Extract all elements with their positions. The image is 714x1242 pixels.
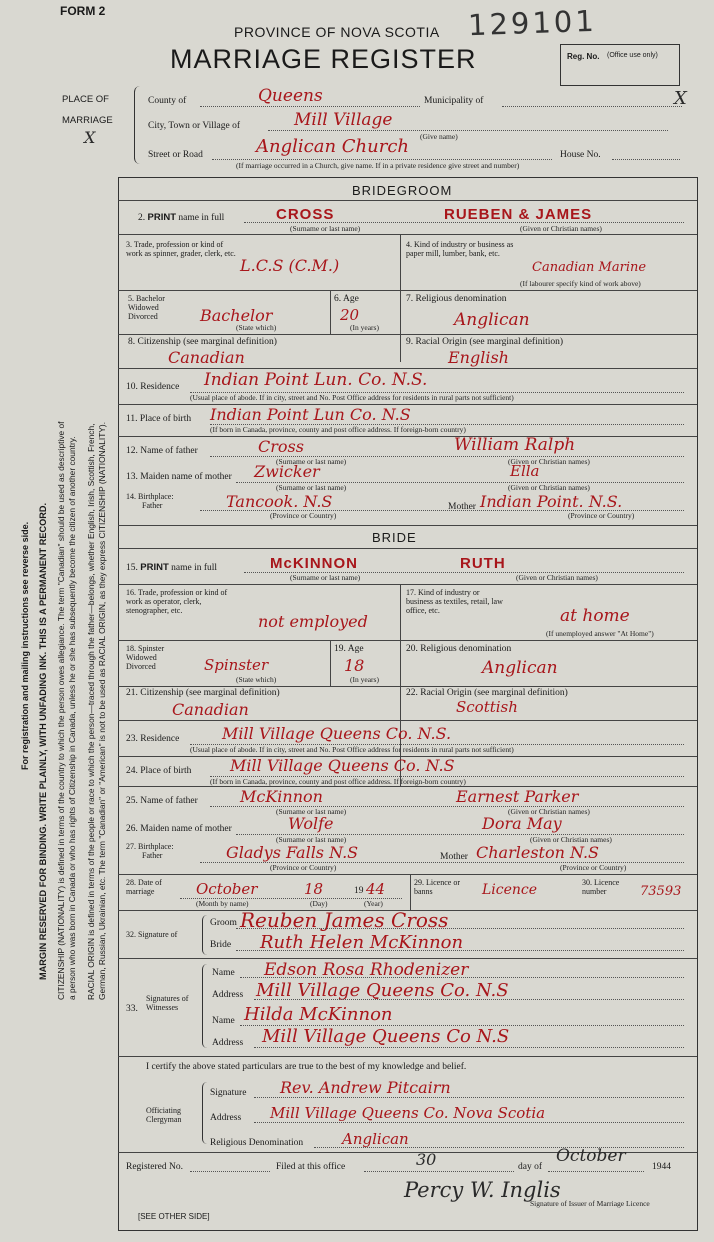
groom-residence-value: Indian Point Lun. Co. N.S. xyxy=(204,370,428,390)
groom-mother-province-caption: (Province or Country) xyxy=(568,511,635,520)
clergy-religion-label: Religious Denomination xyxy=(210,1138,304,1148)
bride-mother-birthplace: Charleston N.S xyxy=(476,843,600,862)
witness1-name-label: Name xyxy=(212,968,235,978)
marriage-day: 18 xyxy=(304,880,324,898)
bride-status-label: 18. Spinster Widowed Divorced xyxy=(126,644,165,671)
place-x-mark: X xyxy=(84,128,96,147)
bride-mother-province-caption: (Province or Country) xyxy=(560,863,627,872)
groom-birthplace-label: 11. Place of birth xyxy=(126,414,192,424)
marriage-day-caption: (Day) xyxy=(310,899,328,908)
groom-racial-label: 9. Racial Origin (see marginal definition) xyxy=(406,337,564,347)
side-text-col3a: CITIZENSHIP (NATIONALITY) is defined in terms of the country to which the person owes allegiance. The term "Canadian" should be used as descriptive of xyxy=(56,421,66,1000)
licence-label: 29. Licence or banns xyxy=(414,878,460,896)
witness2-address-label: Address xyxy=(212,1038,244,1048)
groom-trade-value: L.C.S (C.M.) xyxy=(240,256,340,275)
signature-of-label: 32. Signature of xyxy=(126,930,178,939)
bride-heading: BRIDE xyxy=(372,530,417,545)
bride-residence-caption: (Usual place of abode. If in city, street and No. Post Office address for residents in rural parts not sufficient) xyxy=(190,745,514,754)
county-value: Queens xyxy=(258,86,323,106)
bride-signature: Ruth Helen McKinnon xyxy=(260,932,464,953)
bride-mother-surname-caption: (Surname or last name) xyxy=(276,835,347,844)
bride-birthplace-parents-label: 27. Birthplace: Father xyxy=(126,842,174,860)
day-of-label: day of xyxy=(518,1162,543,1172)
bride-age-value: 18 xyxy=(344,656,365,675)
witnesses-label: Signatures of Witnesses xyxy=(146,994,189,1012)
clergy-address-label: Address xyxy=(210,1113,242,1123)
bride-given: RUTH xyxy=(460,555,506,572)
groom-status-caption: (State which) xyxy=(236,323,277,332)
bride-religion-label: 20. Religious denomination xyxy=(406,644,512,654)
groom-birthplace-value: Indian Point Lun Co. N.S xyxy=(210,405,411,424)
bride-father-province-caption: (Province or Country) xyxy=(270,863,337,872)
bride-surname-caption: (Surname or last name) xyxy=(290,573,361,582)
certify-text: I certify the above stated particulars are true to the best of my knowledge and belief. xyxy=(146,1062,467,1072)
filed-month: October xyxy=(556,1146,626,1166)
place-label-2: MARRIAGE xyxy=(62,115,113,126)
groom-print-label: 2. PRINT name in full xyxy=(138,212,225,223)
bride-father-label: 25. Name of father xyxy=(126,796,198,806)
house-label: House No. xyxy=(560,150,601,160)
marriage-year-prefix: 19 xyxy=(354,886,364,896)
issuer-caption: Signature of Issuer of Marriage Licence xyxy=(530,1199,650,1208)
groom-status-label: 5. Bachelor Widowed Divorced xyxy=(128,294,165,321)
registered-no-label: Registered No. xyxy=(126,1162,183,1172)
bride-given-caption: (Given or Christian names) xyxy=(516,573,598,582)
municipality-label: Municipality of xyxy=(424,96,484,106)
bride-mother-given: Dora May xyxy=(482,814,562,833)
side-text-col2: MARGIN RESERVED FOR BINDING. WRITE PLAINLY, WITH UNFADING INK. THIS IS A PERMANENT RECORD. xyxy=(38,502,48,980)
filed-day: 30 xyxy=(416,1150,437,1169)
groom-citizenship-label: 8. Citizenship (see marginal definition) xyxy=(128,337,277,347)
marriage-month: October xyxy=(196,880,258,898)
side-text-col3b: a person who was born in Canada or who has rights of Citizenship in Canada, unless he or she has subsequently become the citizen of another country. xyxy=(67,436,77,1000)
filed-label: Filed at this office xyxy=(276,1162,346,1172)
licence-number-label: 30. Licence number xyxy=(582,878,620,896)
bride-mother-label: 26. Maiden name of mother xyxy=(126,824,232,834)
groom-birthplace-parents-label: 14. Birthplace: Father xyxy=(126,492,174,510)
signature-brace xyxy=(202,915,208,955)
side-text-col4b: German, Russian, Ukrainian, etc. The term "Canadian" or "American" is not to be used as RACIAL ORIGIN, as they express CITIZENSHIP (NATIONALITY). xyxy=(97,421,107,1000)
bride-signature-label: Bride xyxy=(210,940,232,950)
bride-mother-surname: Wolfe xyxy=(288,814,334,833)
licence-value: Licence xyxy=(482,882,538,898)
bride-mother-birthplace-label: Mother xyxy=(440,852,468,862)
witness-brace xyxy=(202,964,208,1048)
groom-mother-label: 13. Maiden name of mother xyxy=(126,472,232,482)
groom-industry-label: 4. Kind of industry or business as paper mill, lumber, bank, etc. xyxy=(406,240,514,258)
page-title: MARRIAGE REGISTER xyxy=(170,44,477,74)
street-label: Street or Road xyxy=(148,150,203,160)
bride-print-label: 15. PRINT name in full xyxy=(126,562,218,573)
side-text-col1: For registration and mailing instructions see reverse side. xyxy=(20,521,30,770)
groom-surname: CROSS xyxy=(276,206,335,223)
witness2-address: Mill Village Queens Co N.S xyxy=(262,1026,510,1047)
register-number: 129101 xyxy=(467,3,598,43)
issuer-signature: Percy W. Inglis xyxy=(404,1178,561,1202)
groom-mother-given: Ella xyxy=(510,462,540,480)
bride-age-caption: (In years) xyxy=(350,675,379,684)
bride-surname: McKINNON xyxy=(270,555,359,572)
bride-industry-caption: (If unemployed answer "At Home") xyxy=(546,629,654,638)
groom-given-caption: (Given or Christian names) xyxy=(520,224,602,233)
groom-father-birthplace: Tancook. N.S xyxy=(226,492,333,511)
bride-father-given-caption: (Given or Christian names) xyxy=(508,807,590,816)
marriage-year: 44 xyxy=(366,880,386,898)
groom-father-label: 12. Name of father xyxy=(126,446,198,456)
groom-signature-label: Groom xyxy=(210,918,237,928)
city-value: Mill Village xyxy=(294,110,393,130)
marriage-year-caption: (Year) xyxy=(364,899,383,908)
groom-father-given: William Ralph xyxy=(454,435,576,455)
groom-religion-label: 7. Religious denomination xyxy=(406,294,507,304)
bride-father-surname-caption: (Surname or last name) xyxy=(276,807,347,816)
filed-year: 1944 xyxy=(652,1162,671,1172)
groom-mother-given-caption: (Given or Christian names) xyxy=(508,483,590,492)
groom-father-province-caption: (Province or Country) xyxy=(270,511,337,520)
groom-trade-label: 3. Trade, profession or kind of work as spinner, grader, clerk, etc. xyxy=(126,240,236,258)
reg-no-box xyxy=(560,44,680,86)
groom-racial-value: English xyxy=(448,348,509,367)
reg-no-label: Reg. No. xyxy=(567,52,600,61)
witness1-address: Mill Village Queens Co. N.S xyxy=(256,980,509,1001)
clergy-religion: Anglican xyxy=(342,1130,409,1148)
bride-religion-value: Anglican xyxy=(482,658,558,678)
groom-status-value: Bachelor xyxy=(200,306,273,325)
licence-number-value: 73593 xyxy=(640,884,682,899)
place-label-1: PLACE OF xyxy=(62,94,109,105)
witness1-address-label: Address xyxy=(212,990,244,1000)
groom-industry-value: Canadian Marine xyxy=(532,260,647,275)
clergy-label: Officiating Clergyman xyxy=(146,1106,182,1124)
groom-father-surname-caption: (Surname or last name) xyxy=(276,457,347,466)
marriage-month-caption: (Month by name) xyxy=(196,899,249,908)
groom-religion-value: Anglican xyxy=(454,310,530,330)
groom-given: RUEBEN & JAMES xyxy=(444,206,593,223)
bride-racial-value: Scottish xyxy=(456,698,518,716)
groom-mother-birthplace: Indian Point. N.S. xyxy=(480,492,623,511)
groom-citizenship-value: Canadian xyxy=(168,348,245,367)
groom-residence-label: 10. Residence xyxy=(126,382,180,392)
bride-status-value: Spinster xyxy=(204,656,269,674)
side-text-col4a: RACIAL ORIGIN is defined in terms of the people or race to which the person—traced through the father—belongs, whether English, Irish, Scottish, French, xyxy=(86,423,96,1000)
clergy-signature-label: Signature xyxy=(210,1088,247,1098)
bride-citizenship-label: 21. Citizenship (see marginal definition) xyxy=(126,688,280,698)
groom-residence-caption: (Usual place of abode. If in city, street and No. Post Office address for residents in rural parts not sufficient) xyxy=(190,393,514,402)
groom-industry-caption: (If labourer specify kind of work above) xyxy=(520,279,641,288)
clergy-address: Mill Village Queens Co. Nova Scotia xyxy=(270,1104,546,1122)
groom-signature: Reuben James Cross xyxy=(240,908,449,932)
groom-age-caption: (In years) xyxy=(350,323,379,332)
groom-father-given-caption: (Given or Christian names) xyxy=(508,457,590,466)
clergy-signature: Rev. Andrew Pitcairn xyxy=(280,1078,451,1097)
place-brace xyxy=(134,86,141,164)
bride-birthplace-caption: (If born in Canada, province, county and post office address. If foreign-born country) xyxy=(210,777,466,786)
bride-residence-label: 23. Residence xyxy=(126,734,180,744)
see-other-side: [SEE OTHER SIDE] xyxy=(138,1212,210,1221)
bride-mother-given-caption: (Given or Christian names) xyxy=(530,835,612,844)
form-number: FORM 2 xyxy=(60,4,106,18)
bride-citizenship-value: Canadian xyxy=(172,700,249,719)
bride-trade-value: not employed xyxy=(258,612,368,631)
bride-birthplace-value: Mill Village Queens Co. N.S xyxy=(230,756,455,775)
marriage-date-label: 28. Date of marriage xyxy=(126,878,162,896)
bride-industry-label: 17. Kind of industry or business as textiles, retail, law office, etc. xyxy=(406,588,503,615)
bride-residence-value: Mill Village Queens Co. N.S. xyxy=(222,724,452,743)
clergy-brace xyxy=(202,1082,208,1144)
groom-age-value: 20 xyxy=(340,306,360,324)
witnesses-number: 33. xyxy=(126,1004,138,1014)
groom-birthplace-caption: (If born in Canada, province, county and post office address. If foreign-born country) xyxy=(210,425,466,434)
bride-father-birthplace: Gladys Falls N.S xyxy=(226,843,359,862)
city-label: City, Town or Village of xyxy=(148,121,240,131)
street-value: Anglican Church xyxy=(256,136,409,157)
city-caption: (Give name) xyxy=(420,132,458,141)
groom-mother-surname: Zwicker xyxy=(254,462,320,481)
street-caption: (If marriage occurred in a Church, give name. If in a private residence give street and number) xyxy=(236,161,520,170)
groom-age-label: 6. Age xyxy=(334,294,359,304)
witness1-name: Edson Rosa Rhodenizer xyxy=(264,960,469,980)
bride-father-surname: McKinnon xyxy=(240,787,323,806)
province-heading: PROVINCE OF NOVA SCOTIA xyxy=(234,24,440,40)
groom-mother-surname-caption: (Surname or last name) xyxy=(276,483,347,492)
bride-racial-label: 22. Racial Origin (see marginal definition) xyxy=(406,688,568,698)
witness2-name: Hilda McKinnon xyxy=(244,1004,393,1025)
municipality-value: X xyxy=(674,88,687,109)
bride-industry-value: at home xyxy=(560,606,630,626)
bride-birthplace-label: 24. Place of birth xyxy=(126,766,192,776)
groom-father-surname: Cross xyxy=(258,437,304,456)
witness2-name-label: Name xyxy=(212,1016,235,1026)
bride-trade-label: 16. Trade, profession or kind of work as operator, clerk, stenographer, etc. xyxy=(126,588,228,615)
bride-age-label: 19. Age xyxy=(334,644,364,654)
groom-surname-caption: (Surname or last name) xyxy=(290,224,361,233)
bride-status-caption: (State which) xyxy=(236,675,277,684)
bride-father-given: Earnest Parker xyxy=(456,787,579,806)
county-label: County of xyxy=(148,96,187,106)
bridegroom-heading: BRIDEGROOM xyxy=(352,183,453,198)
reg-no-note: (Office use only) xyxy=(607,52,658,59)
groom-mother-birthplace-label: Mother xyxy=(448,502,476,512)
